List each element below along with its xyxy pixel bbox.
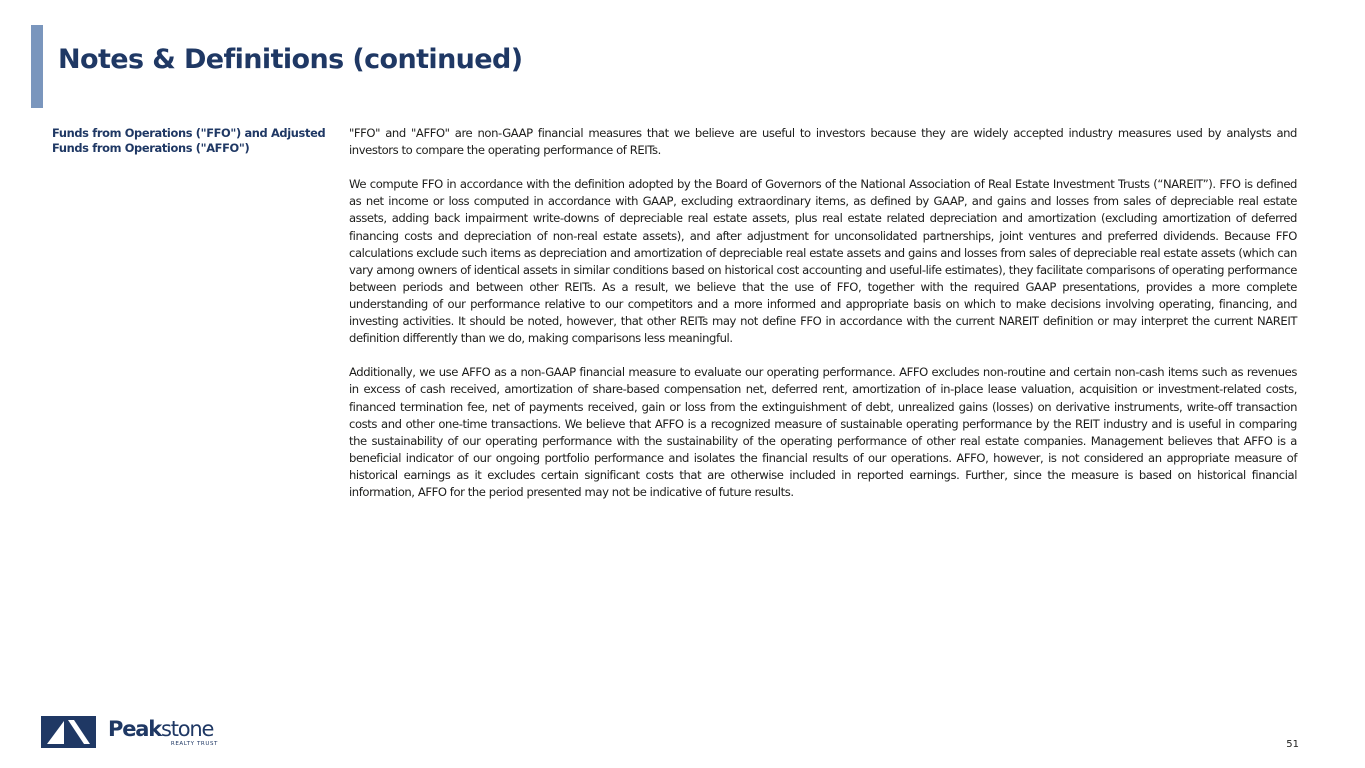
title-accent-bar: [31, 25, 43, 108]
paragraph-ffo-definition: We compute FFO in accordance with the definition adopted by the Board of Governors of the National Association of Real Estate Investment Trusts (“NAREIT”). FFO is defined as net income or loss computed in accordance with GAAP, excluding extraordinary items, as defined by GAAP, and gains and losses from sales of depreciable real estate assets, adding back impairment write-downs of depreciable real estate assets, plus real estate related depreciation and amortization (excluding amortization of deferred financing costs and depreciation of non-real estate assets), and after adjustment for unconsolidated partnerships, joint ventures and preferred dividends. Because FFO calculations exclude such items as depreciation and amortization of depreciable real estate assets and gains and losses from sales of depreciable real estate assets (which can vary among owners of identical assets in similar conditions based on historical cost accounting and useful-life estimates), they facilitate comparisons of operating performance between periods and between other REITs. As a result, we believe that the use of FFO, together with the required GAAP presentations, provides a more complete understanding of our performance relative to our competitors and a more informed and appropriate basis on which to make decisions involving operating, financing, and investing activities. It should be noted, however, that other REITs may not define FFO in accordance with the current NAREIT definition or may interpret the current NAREIT definition differently than we do, making comparisons less meaningful.: [349, 177, 1297, 346]
section-label: Funds from Operations ("FFO") and Adjusted Funds from Operations ("AFFO"): [52, 126, 326, 155]
page-number: 51: [1286, 739, 1299, 750]
logo-wordmark: [108, 716, 220, 748]
paragraph-affo-definition: Additionally, we use AFFO as a non-GAAP financial measure to evaluate our operating performance. AFFO excludes non-routine and certain non-cash items such as revenues in excess of cash received, amortization of share-based compensation net, deferred rent, amortization of in-place lease valuation, acquisition or investment-related costs, financed termination fee, net of payments received, gain or loss from the extinguishment of debt, unrealized gains (losses) on derivative instruments, write-off transaction costs and other one-time transactions. We believe that AFFO is a recognized measure of sustainable operating performance by the REIT industry and is useful in comparing the sustainability of our operating performance with the sustainability of the operating performance of other real estate companies. Management believes that AFFO is a beneficial indicator of our ongoing portfolio performance and isolates the financial results of our operations. AFFO, however, is not considered an appropriate measure of historical earnings as it excludes certain significant costs that are otherwise included in reported earnings. Further, since the measure is based on historical financial information, AFFO for the period presented may not be indicative of future results.: [349, 365, 1297, 499]
company-logo: [41, 716, 220, 748]
paragraph-ffo-affo-intro: "FFO" and "AFFO" are non-GAAP financial measures that we believe are useful to investors because they are widely accepted industry measures used by analysts and investors to compare the operating performance of REITs.: [349, 126, 1297, 158]
logo-word: [108, 717, 213, 741]
logo-word-regular: stone: [160, 717, 214, 741]
section-body: [349, 125, 1297, 518]
peakstone-mountain-icon: [41, 716, 96, 748]
page-title: Notes & Definitions (continued): [58, 44, 523, 75]
logo-word-bold: Peak: [108, 717, 161, 741]
logo-subtitle: REALTY TRUST: [170, 741, 218, 747]
